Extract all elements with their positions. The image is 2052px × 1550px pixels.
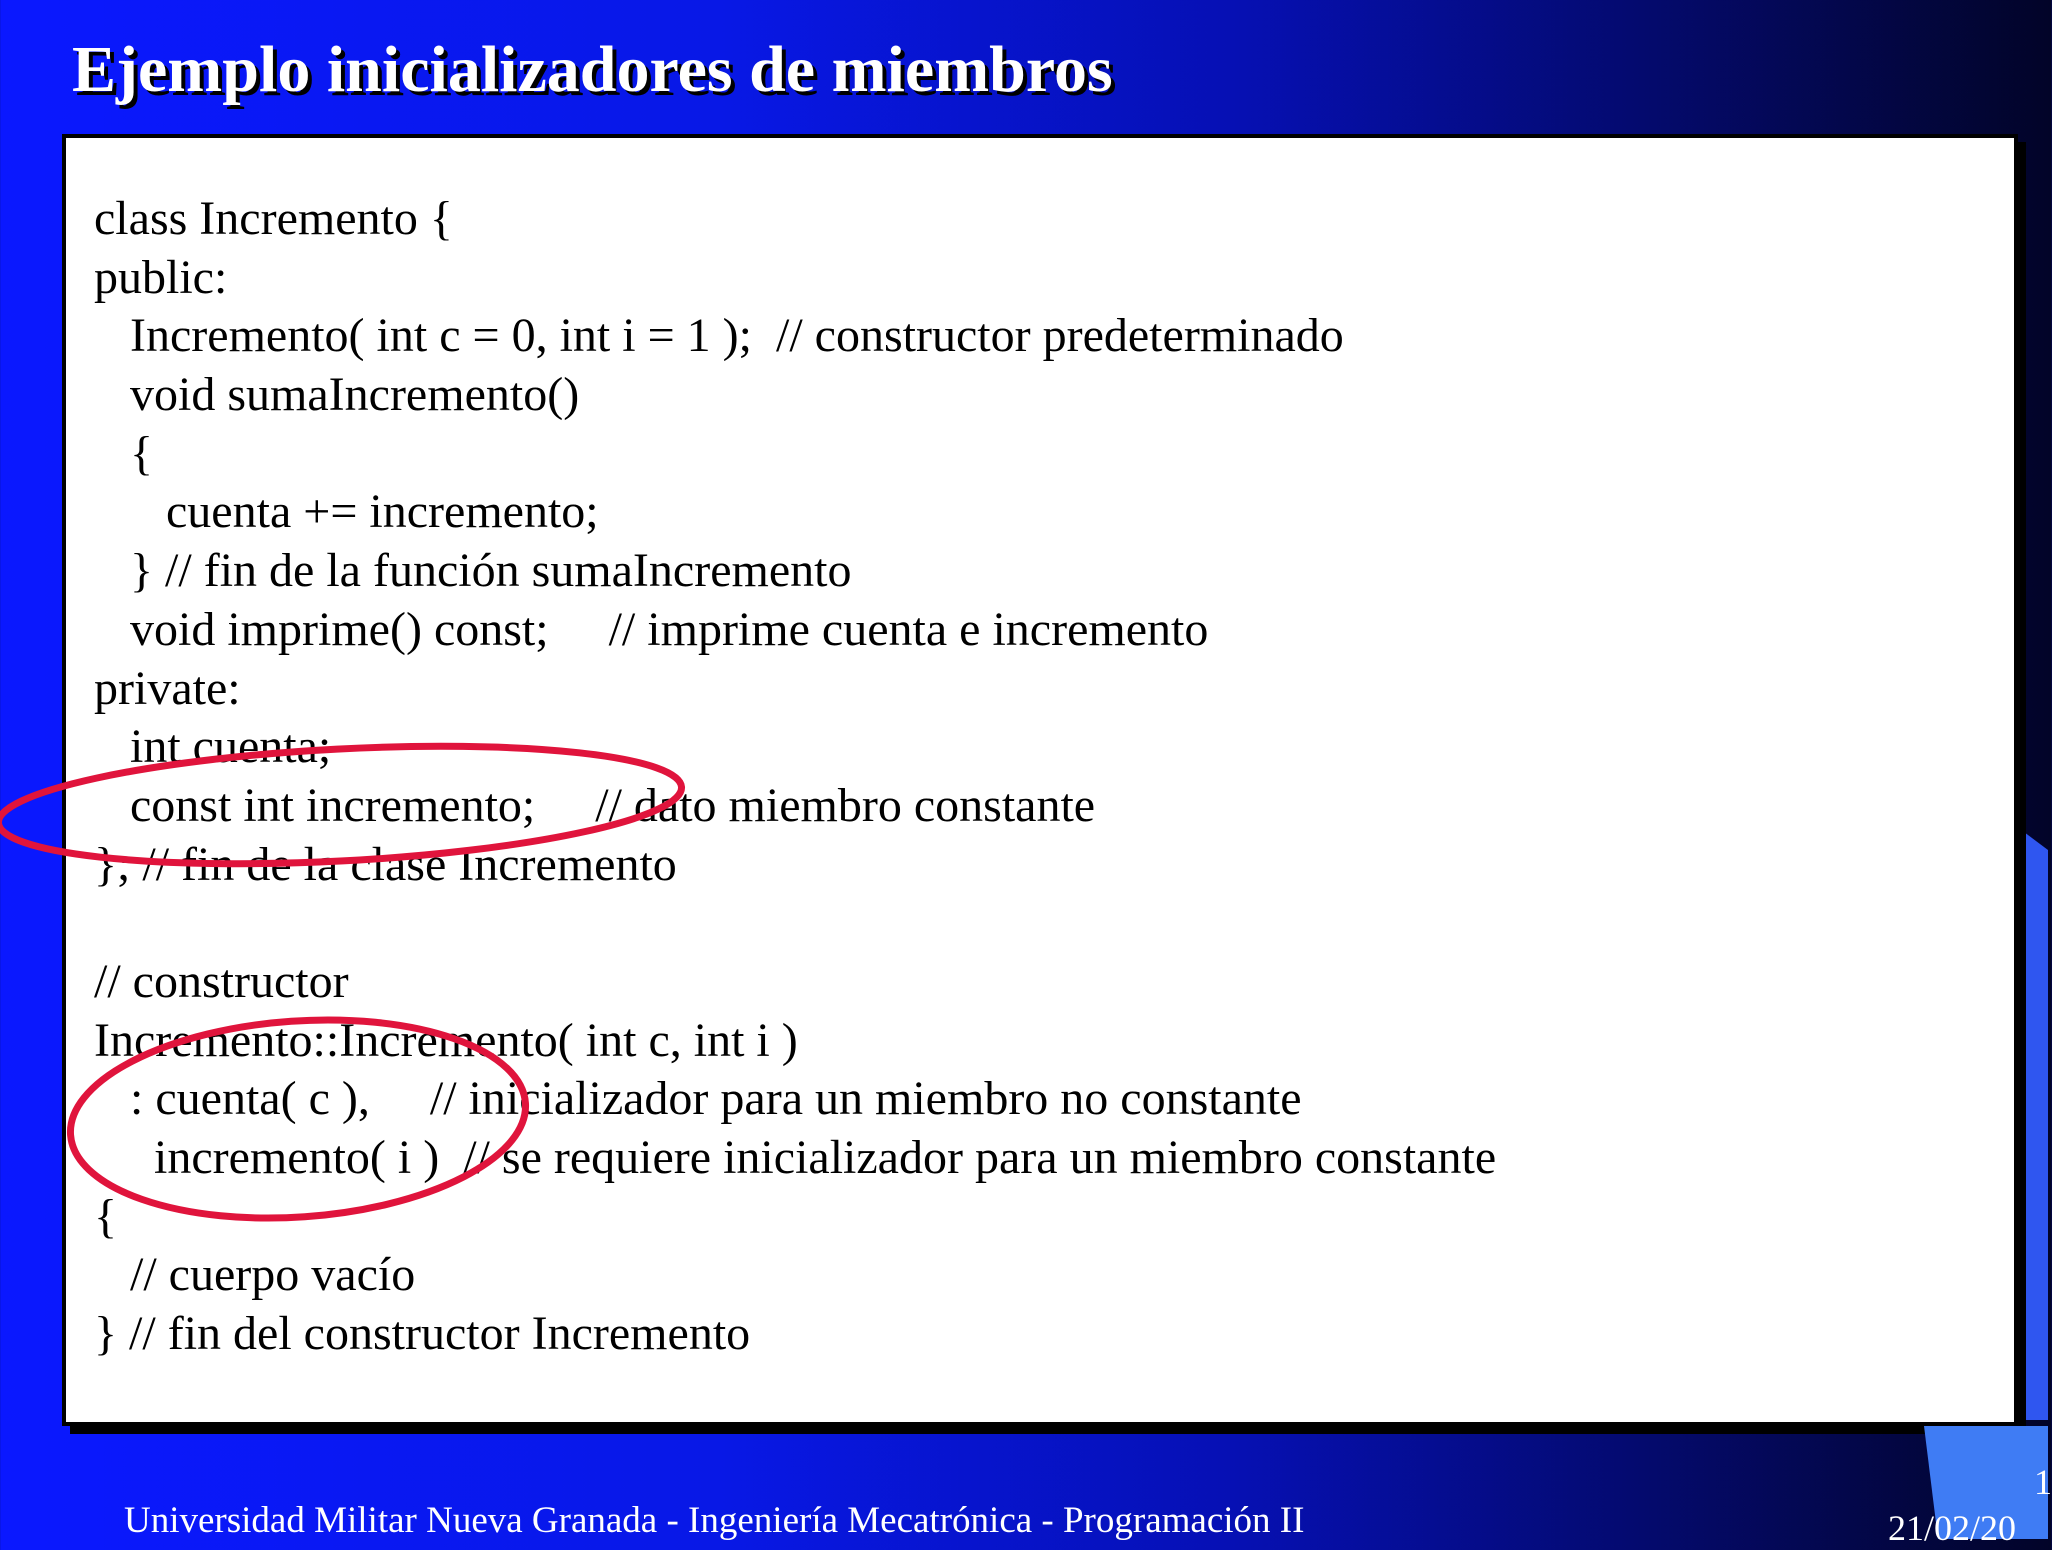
code-line: class Incremento {	[94, 192, 453, 245]
code-line: const int incremento; // dato miembro constante	[94, 778, 1096, 832]
code-line: // constructor	[94, 954, 349, 1008]
code-line: void imprime() const; // imprime cuenta e incremento	[94, 602, 1209, 656]
code-line: } // fin del constructor Incremento	[94, 1307, 751, 1361]
code-line: }; // fin de la clase Incremento	[94, 837, 677, 891]
code-line: } // fin de la función sumaIncremento	[94, 544, 852, 598]
code-line: void sumaIncremento()	[94, 368, 580, 422]
slide-number: 1	[2034, 1462, 2052, 1502]
footer-text: Universidad Militar Nueva Granada - Ingeniería Mecatrónica - Programación II	[124, 1500, 1305, 1541]
code-line	[94, 894, 1496, 953]
code-line: {	[94, 426, 154, 480]
code-panel	[62, 134, 2018, 1426]
code-line: public:	[94, 250, 228, 304]
code-line: Incremento::Incremento( int c, int i )	[94, 1013, 798, 1067]
code-line: int cuenta;	[94, 720, 332, 774]
slide-title: Ejemplo inicializadores de miembros	[72, 33, 1113, 106]
code-line: Incremento( int c = 0, int i = 1 ); // constructor predeterminado	[94, 309, 1344, 363]
code-line: private:	[94, 661, 241, 715]
code-line: cuenta += incremento;	[94, 485, 599, 539]
code-line: // cuerpo vacío	[94, 1248, 416, 1302]
code-line: incremento( i ) // se requiere inicializador para un miembro constante	[94, 1131, 1497, 1184]
code-line: {	[94, 1189, 118, 1243]
code-listing	[94, 190, 1496, 1364]
footer-date: 21/02/20	[1888, 1508, 2017, 1548]
code-line: : cuenta( c ), // inicializador para un miembro no constante	[94, 1072, 1302, 1126]
